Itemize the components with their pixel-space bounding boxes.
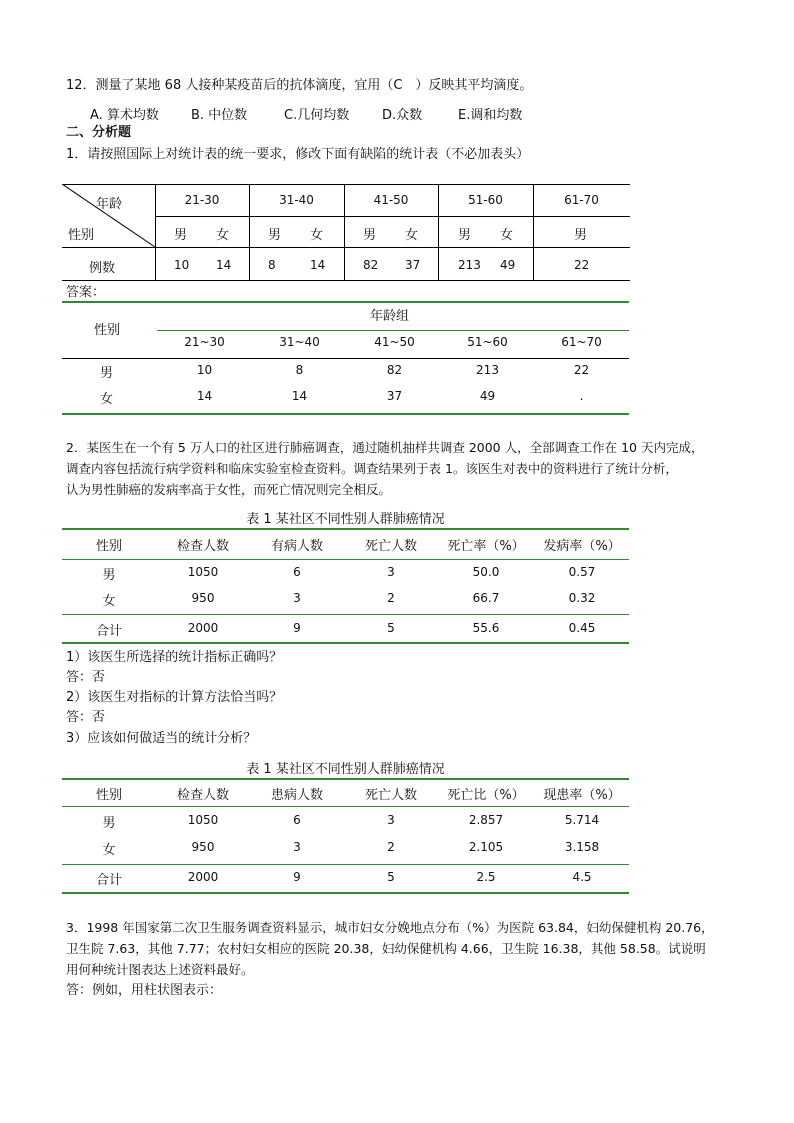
table1-cell: 3: [293, 591, 301, 605]
sex-cell: 男: [574, 228, 588, 243]
table1-cell: 女: [102, 594, 116, 609]
q1-answer-table: [62, 301, 630, 416]
table2: [62, 778, 630, 896]
table1-caption: 表 1 某社区不同性别人群肺癌情况: [246, 512, 445, 527]
table1-cell: 950: [191, 591, 215, 605]
q2-sub-question-1: 1）该医生所选择的统计指标正确吗？: [66, 650, 283, 665]
q2-line-3: 认为男性肺癌的发病率高于女性，而死亡情况则完全相反。: [66, 482, 392, 497]
answer-cell: 14: [196, 389, 213, 403]
table1-cell: 6: [293, 565, 301, 579]
table1-cell: 55.6: [472, 621, 500, 635]
table2-cell: 1050: [187, 813, 219, 827]
q2-sub-question-2: 2）该医生对指标的计算方法恰当吗？: [66, 690, 283, 705]
answer-age-header: 31~40: [279, 335, 320, 349]
answer-label: 答案：: [66, 285, 106, 300]
q2-line-1: 2．某医生在一个有 5 万人口的社区进行肺癌调查，通过随机抽样共调查 2000 人，全部调查工作在 10 天内完成，: [66, 440, 704, 455]
sex-cell: 女: [500, 228, 514, 243]
table1-cell: 男: [102, 568, 116, 583]
answer-cell: 82: [386, 363, 403, 377]
table2-caption: 表 1 某社区不同性别人群肺癌情况: [246, 762, 445, 777]
q3-line-2: 卫生院 7.63，其他 7.77；农村妇女相应的医院 20.38，妇幼保健机构 4.66，卫生院 16.38，其他 58.58。试说明: [66, 941, 706, 956]
table2-cell: 2000: [187, 870, 219, 884]
table2-cell: 男: [102, 816, 116, 831]
answer-group-header: 年龄组: [370, 309, 410, 324]
table2-cell: 950: [191, 840, 215, 854]
q3-answer: 答：例如，用柱状图表示：: [66, 983, 223, 998]
count-cell: 82: [363, 258, 379, 272]
sex-cell: 女: [310, 228, 324, 243]
table1-cell: 0.32: [568, 591, 596, 605]
q12-option-d: D.众数: [382, 108, 423, 123]
q2-sub-question-3: 3）应该如何做适当的统计分析？: [66, 731, 257, 746]
q12-option-b: B. 中位数: [191, 108, 248, 123]
q12-text: 12．测量了某地 68 人接种某疫苗后的抗体滴度，宜用（C ）反映其平均滴度。: [66, 78, 533, 93]
count-cell: 22: [574, 258, 590, 272]
sex-cell: 男: [174, 228, 188, 243]
table2-header: 患病人数: [270, 788, 323, 803]
q12-option-c: C.几何均数: [284, 108, 350, 123]
table2-cell: 2: [387, 840, 395, 854]
table2-cell: 女: [102, 843, 116, 858]
table2-cell: 2.105: [468, 840, 504, 854]
table1-cell: 1050: [187, 565, 219, 579]
count-cell: 213: [458, 258, 481, 272]
age-group-header: 31-40: [279, 193, 314, 207]
age-group-header: 61-70: [564, 193, 599, 207]
answer-age-header: 41~50: [374, 335, 415, 349]
age-group-header: 51-60: [468, 193, 503, 207]
table1-header: 发病率（%）: [543, 539, 621, 554]
table1-cell: 2: [387, 591, 395, 605]
age-group-header: 21-30: [184, 193, 220, 207]
corner-bottom-label: 性别: [68, 228, 95, 243]
table1: [62, 528, 630, 646]
sex-cell: 女: [405, 228, 419, 243]
table2-cell: 3.158: [564, 840, 600, 854]
table1-cell: 3: [387, 565, 395, 579]
q12-option-e: E.调和均数: [458, 108, 523, 123]
q2-sub-answer-1: 答：否: [66, 670, 106, 685]
sex-cell: 女: [216, 228, 230, 243]
q12-option-a: A. 算术均数: [90, 108, 159, 123]
q2-sub-answer-2: 答：否: [66, 710, 106, 725]
q1-text: 1．请按照国际上对统计表的统一要求，修改下面有缺陷的统计表（不必加表头）: [66, 147, 530, 162]
answer-age-header: 51~60: [467, 335, 508, 349]
count-cell: 10: [174, 258, 190, 272]
table1-cell: 0.45: [568, 621, 596, 635]
count-cell: 49: [500, 258, 516, 272]
sex-cell: 男: [268, 228, 282, 243]
table1-cell: 0.57: [568, 565, 596, 579]
table2-cell: 4.5: [572, 870, 592, 884]
answer-row-label: 女: [100, 392, 114, 407]
q3-line-1: 3．1998 年国家第二次卫生服务调查资料显示，城市妇女分娩地点分布（%）为医院 63.84，妇幼保健机构 20.76，: [66, 920, 714, 935]
sex-cell: 男: [458, 228, 472, 243]
table1-cell: 合计: [95, 624, 122, 639]
answer-cell: .: [579, 389, 584, 403]
answer-cell: 8: [295, 363, 304, 377]
answer-age-header: 21~30: [184, 335, 225, 349]
table1-header: 有病人数: [270, 539, 323, 554]
table2-header: 现患率（%）: [543, 788, 621, 803]
table2-header: 死亡比（%）: [447, 788, 525, 803]
count-cell: 14: [310, 258, 326, 272]
table1-cell: 2000: [187, 621, 219, 635]
section-title: 二、分析题: [66, 125, 132, 140]
corner-top-label: 年龄: [96, 197, 123, 212]
table2-cell: 6: [293, 813, 301, 827]
q3-line-3: 用何种统计图表达上述资料最好。: [66, 962, 254, 977]
table2-cell: 5.714: [564, 813, 600, 827]
answer-cell: 213: [476, 363, 499, 377]
count-cell: 14: [216, 258, 232, 272]
answer-cell: 37: [386, 389, 403, 403]
count-cell: 8: [268, 258, 276, 272]
table2-cell: 5: [387, 870, 395, 884]
q2-line-2: 调查内容包括流行病学资料和临床实验室检查资料。调查结果列于表 1。该医生对表中的资料进行了统计分析，: [66, 461, 678, 476]
table2-cell: 2.5: [476, 870, 496, 884]
age-group-header: 41-50: [373, 193, 409, 207]
table2-cell: 9: [293, 870, 301, 884]
table1-cell: 9: [293, 621, 301, 635]
table1-header: 检查人数: [176, 539, 229, 554]
count-label: 例数: [89, 261, 116, 276]
table1-cell: 5: [387, 621, 395, 635]
answer-cell: 14: [291, 389, 308, 403]
answer-row-label: 男: [100, 366, 114, 381]
answer-row-header: 性别: [94, 323, 121, 338]
sex-cell: 男: [363, 228, 377, 243]
table2-cell: 2.857: [468, 813, 504, 827]
table1-cell: 50.0: [472, 565, 500, 579]
answer-cell: 22: [573, 363, 590, 377]
table1-header: 性别: [95, 539, 122, 554]
table1-header: 死亡率（%）: [447, 539, 525, 554]
table2-cell: 3: [293, 840, 301, 854]
table1-cell: 66.7: [472, 591, 500, 605]
answer-age-header: 61~70: [561, 335, 602, 349]
table2-header: 死亡人数: [364, 788, 417, 803]
table1-header: 死亡人数: [364, 539, 417, 554]
table2-header: 性别: [95, 788, 122, 803]
answer-cell: 49: [479, 389, 496, 403]
table2-cell: 合计: [95, 873, 122, 888]
table2-cell: 3: [387, 813, 395, 827]
table2-header: 检查人数: [176, 788, 229, 803]
answer-cell: 10: [196, 363, 213, 377]
q1-defective-table: [62, 184, 630, 281]
count-cell: 37: [405, 258, 421, 272]
